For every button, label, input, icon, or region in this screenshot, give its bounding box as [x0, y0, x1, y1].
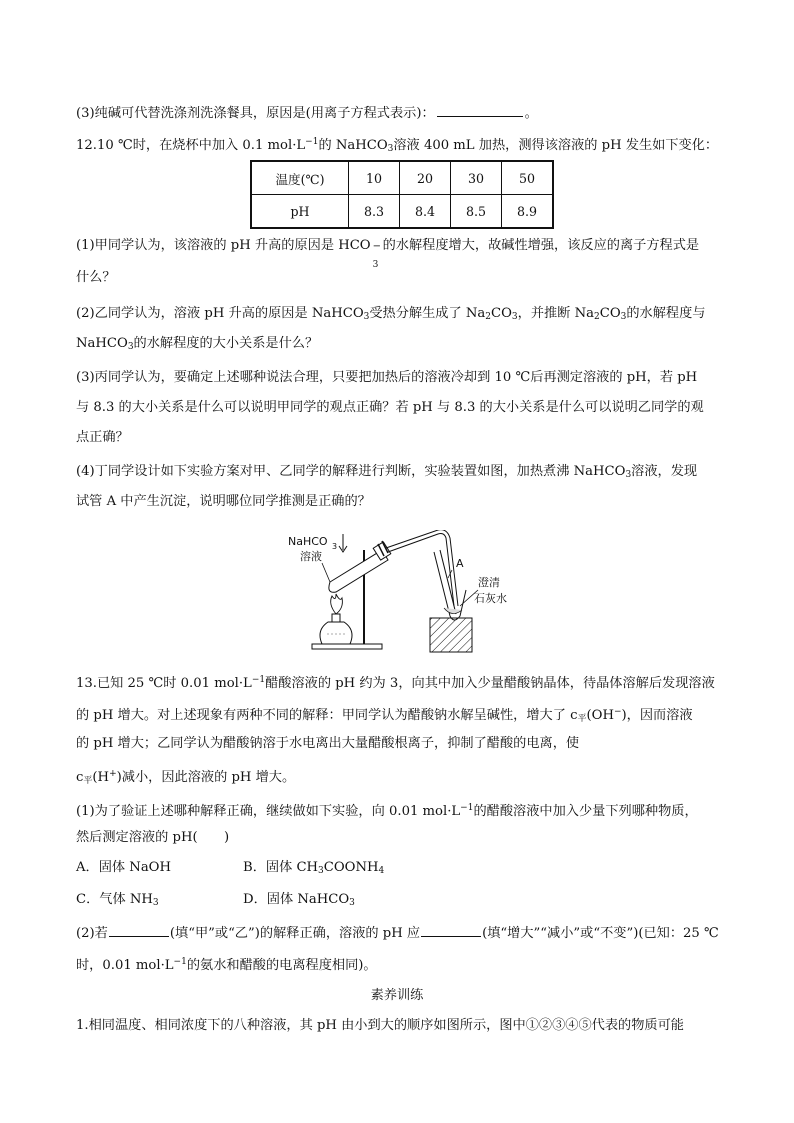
down-arrow-icon: [339, 534, 347, 552]
q13-line4: $c_平(H^+)$减小，因此溶液的 pH 增大。: [76, 769, 296, 786]
option-a[interactable]: A．固体 NaOH: [76, 860, 171, 875]
q13-part1-line2: 然后测定溶液的 pH( ): [76, 830, 230, 845]
q13-line2: 的 pH 增大。对上述现象有两种不同的解释：甲同学认为醋酸钠水解呈碱性，增大了 $c_平(OH^-)$，因而溶液: [76, 707, 693, 724]
q13-line3: 的 pH 增大；乙同学认为醋酸钠溶于水电离出大量醋酸根离子，抑制了醋酸的电离，使: [76, 736, 580, 751]
limewater-label: [474, 575, 507, 605]
q12-part3-line1: (3)丙同学认为，要确定上述哪种说法合理，只要把加热后的溶液冷却到 10 ℃后再测定溶液的 pH，若 pH: [76, 370, 698, 385]
table-cell: 8.3: [349, 195, 400, 229]
table-cell: 8.4: [400, 195, 451, 229]
table-cell: 20: [400, 161, 451, 195]
q12-part3-line3: 点正确？: [76, 430, 129, 445]
svg-text:澄清: 澄清: [478, 576, 500, 589]
option-b[interactable]: B．固体 $CH_3COONH_4$: [243, 860, 385, 876]
q12-part4-line1: (4)丁同学设计如下实验方案对甲、乙同学的解释进行判断，实验装置如图，加热煮沸 NaHCO$_3$溶液，发现: [76, 464, 698, 480]
q12-part4-line2: 试管 A 中产生沉淀，说明哪位同学推测是正确的？: [76, 494, 371, 509]
ph-table: [250, 160, 554, 229]
svg-text:NaHCO: NaHCO: [288, 535, 328, 548]
section-title: 素养训练: [370, 988, 424, 1003]
table-cell: 50: [502, 161, 554, 195]
table-cell: 30: [451, 161, 502, 195]
answer-blank[interactable]: [421, 922, 481, 937]
table-cell: 10: [349, 161, 400, 195]
svg-text:石灰水: 石灰水: [474, 592, 507, 605]
table-cell: 8.5: [451, 195, 502, 229]
q13-part2-line2: 时，0.01 $mol\cdot L^{-1}$的氨水和醋酸的电离程度相同)。: [76, 957, 377, 973]
q13-part2-line1: (2)若 (填“甲”或“乙”)的解释正确，溶液的 pH 应 (填“增大”“减小”或“不变”)(已知：25 ℃: [76, 922, 722, 944]
q11-part3: (3)纯碱可代替洗涤剂洗涤餐具，原因是(用离子方程式表示)： 。: [76, 102, 722, 124]
test-tube-a: [434, 550, 466, 620]
table-cell: 8.9: [502, 195, 554, 229]
option-c[interactable]: C．气体 $NH_3$: [76, 892, 159, 908]
reagent-label: [288, 535, 337, 563]
q13-line1: 13.已知 25 ℃时 0.01 $mol\cdot L^{-1}$醋酸溶液的 pH 约为 3，向其中加入少量醋酸钠晶体，待晶体溶解后发现溶液: [76, 675, 715, 691]
answer-blank[interactable]: [109, 922, 169, 937]
option-d[interactable]: D．固体 NaHCO$_3$: [243, 892, 355, 908]
table-row: [251, 195, 553, 229]
q12-part2-line1: (2)乙同学认为，溶液 pH 升高的原因是 NaHCO$_3$受热分解生成了 $Na_2CO_3$，并推断 $Na_2CO_3$的水解程度与: [76, 306, 706, 322]
q12-part1-line1: (1)甲同学认为，该溶液的 pH 升高的原因是 HCO − 3 的水解程度增大，故碱性增强，该反应的离子方程式是: [76, 238, 700, 270]
delivery-tube: [386, 530, 458, 606]
tube-a-label: A: [456, 557, 464, 570]
q12-part3-line2: 与 8.3 的大小关系是什么可以说明甲同学的观点正确？若 pH 与 8.3 的大小关系是什么可以说明乙同学的观: [76, 400, 704, 415]
table-header-temp: 温度(℃): [251, 161, 349, 195]
answer-blank[interactable]: [437, 102, 523, 117]
apparatus-figure: [282, 530, 522, 654]
q1-line1: 1.相同温度、相同浓度下的八种溶液，其 pH 由小到大的顺序如图所示，图中①②③④⑤代表的物质可能: [76, 1018, 684, 1033]
svg-text:3: 3: [332, 542, 338, 551]
alcohol-lamp: [320, 594, 352, 644]
svg-text:溶液: 溶液: [300, 550, 322, 563]
q12-part2-line2: NaHCO$_3$的水解程度的大小关系是什么？: [76, 336, 319, 352]
hatched-block: [430, 618, 472, 652]
q12-part1-line2: 什么？: [76, 270, 116, 285]
table-header-ph: pH: [251, 195, 349, 229]
q12-intro: 12.10 ℃时，在烧杯中加入 0.1 $mol\cdot L^{-1}$的 NaHCO$_3$溶液 400 mL 加热，测得该溶液的 pH 发生如下变化：: [76, 137, 719, 154]
heated-test-tube: [329, 541, 391, 592]
table-row: [251, 161, 553, 195]
q13-part1-line1: (1)为了验证上述哪种解释正确，继续做如下实验，向 0.01 $mol\cdot L^{-1}$的醋酸溶液中加入少量下列哪种物质，: [76, 803, 698, 819]
